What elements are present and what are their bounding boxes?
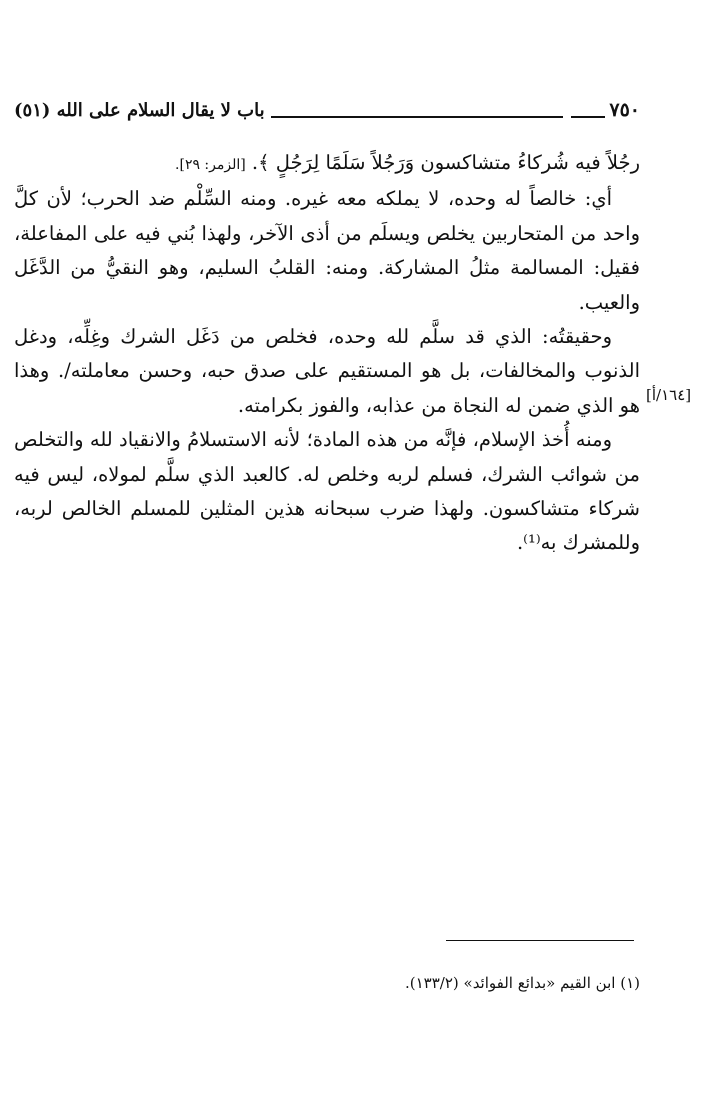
verse-reference: [الزمر: ٢٩]. (175, 157, 246, 173)
footnote (220, 974, 640, 992)
page-number: ٧٥٠ (609, 99, 640, 121)
page-header (14, 96, 640, 124)
footnote-text: ابن القيم «بدائع الفوائد» (١٣٣/٢). (404, 974, 616, 992)
chapter-title: باب لا يقال السلام على الله (٥١) (14, 99, 265, 121)
verse-paragraph (14, 146, 640, 182)
header-rule-long (271, 116, 564, 118)
footnote-separator (446, 940, 634, 941)
quran-verse: رجُلاً فيه شُركاءُ متشاكسون وَرَجُلاً سَلَمًا لِرَجُلٍ ﴾. (251, 151, 640, 174)
header-rule-short (571, 116, 605, 118)
paragraph-1: أي: خالصاً له وحده، لا يملكه معه غيره. ومنه السِّلْم ضد الحرب؛ لأن كلَّ واحد من المتحاربين يخلص ويسلَم من أذى الآخر، ولهذا بُني فيه على المفاعلة، فقيل: المسالمة مثلُ المشاركة. ومنه: القلبُ السليم، وهو النقيُّ من الدَّغَل والعيب. (14, 187, 640, 314)
manuscript-folio-note: [١٦٤/أ] (646, 386, 692, 404)
paragraph-2: وحقيقتُه: الذي قد سلَّم لله وحده، فخلص من دَغَل الشرك وغِلِّه، ودغل الذنوب والمخالفات، بل هو المستقيم على صدق حبه، وحسن معاملته/. وهذا هو الذي ضمن له النجاة من عذابه، والفوز بكرامته. (14, 325, 640, 417)
body-text (14, 146, 640, 561)
paragraph-3: ومنه أُخذ الإسلام، فإنَّه من هذه المادة؛ لأنه الاستسلامُ والانقياد لله والتخلص من شوائب الشرك، فسلم لربه وخلص له. كالعبد الذي سلَّم لمولاه، ليس فيه شركاء متشاكسون. ولهذا ضرب سبحانه هذين المثلين للمسلم الخالص لربه، وللمشرك به⁽¹⁾. (14, 428, 640, 555)
footnote-marker: (١) (620, 974, 640, 992)
